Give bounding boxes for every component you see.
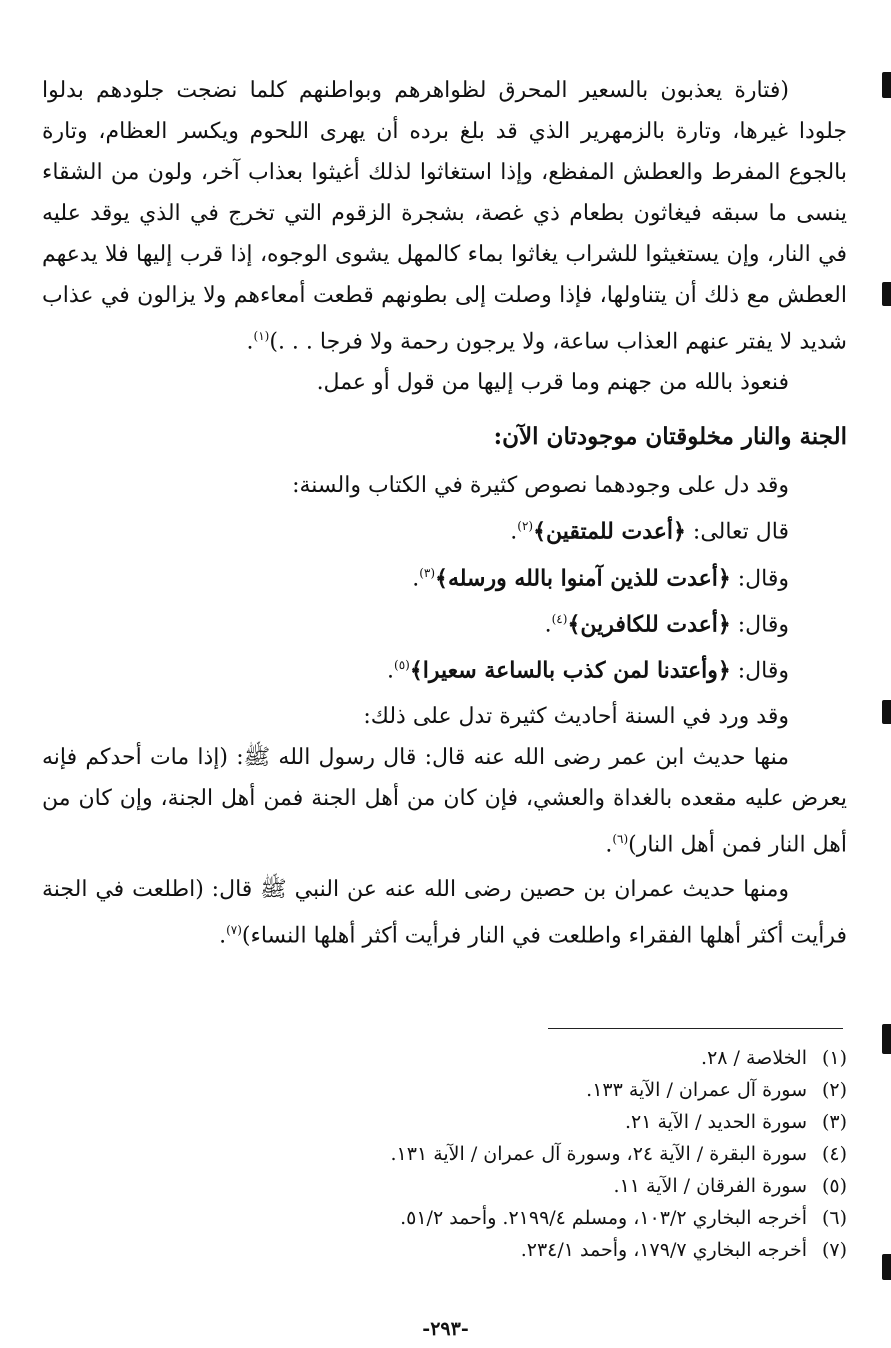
paragraph-evidence-intro: وقد دل على وجودهما نصوص كثيرة في الكتاب والسنة: [292,473,789,499]
verse-line [42,599,847,645]
footnote-text: سورة البقرة / الآية ٢٤، وسورة آل عمران / الآية ١٣١. [390,1143,807,1165]
verse-lead: وقال: [737,612,789,638]
verse-line [42,645,847,691]
footnote-ref[interactable]: (٧) [226,922,242,937]
punctuation: . [412,565,420,591]
footnote-ref[interactable]: (٦) [612,831,629,846]
quran-verse: ﴿أعدت للمتقين﴾ [533,518,686,545]
paragraph-hadith-imran [42,869,847,956]
verse-lead: وقال: [737,565,789,591]
edge-mark [882,282,891,306]
footnote-text: أخرجه البخاري ١٠٣/٢، ومسلم ٢١٩٩/٤. وأحمد ٥١/٢. [400,1207,807,1229]
footnote-item [42,1170,847,1202]
footnote-number: (٧) [821,1239,847,1261]
footnote-number: (١) [821,1047,847,1069]
footnote-number: (٦) [821,1207,847,1229]
paragraph-hadith-ibn-umar [42,737,847,865]
footnote-text: سورة الحديد / الآية ٢١. [624,1111,807,1133]
quran-verse: ﴿أعدت للكافرين﴾ [567,611,731,638]
footnote-separator [548,1028,843,1029]
footnote-item [42,1074,847,1106]
quran-verse: ﴿وأعتدنا لمن كذب بالساعة سعيرا﴾ [409,657,731,684]
verse-lead: قال تعالى: [692,519,789,545]
footnote-ref[interactable]: (٥) [394,658,410,673]
edge-mark [882,1254,891,1280]
punctuation: . [605,831,613,857]
hadith-text: منها حديث ابن عمر رضى الله عنه قال: قال رسول الله ﷺ: (إذا مات أحدكم فإنه يعرض عليه مقعده بالغداة والعشي، فإن كان من أهل الجنة فمن أهل الجنة، وإن كان من أهل النار فمن أهل النار) [42,744,847,857]
footnotes-list [42,1042,847,1266]
verse-line [42,553,847,599]
footnote-text: أخرجه البخاري ١٧٩/٧، وأحمد ٢٣٤/١. [520,1239,807,1261]
footnote-item [42,1234,847,1266]
footnote-ref[interactable]: (٣) [419,565,436,580]
punctuation: . [544,612,552,638]
verse-line [42,506,847,552]
footnote-number: (٣) [821,1111,847,1133]
page-body [42,70,847,956]
paragraph-sunnah-intro: وقد ورد في السنة أحاديث كثيرة تدل على ذلك: [363,703,789,729]
punctuation: . [219,923,227,949]
hadith-text: ومنها حديث عمران بن حصين رضى الله عنه عن النبي ﷺ قال: (اطلعت في الجنة فرأيت أكثر أهلها الفقراء واطلعت في النار فرأيت أكثر أهلها النساء) [42,876,847,949]
footnote-item [42,1138,847,1170]
verse-lead: وقال: [737,658,789,684]
footnote-number: (٤) [821,1143,847,1165]
punctuation: . [387,658,394,684]
footnote-number: (٥) [821,1175,847,1197]
paragraph-refuge: فنعوذ بالله من جهنم وما قرب إليها من قول أو عمل. [316,370,789,396]
footnote-number: (٢) [821,1079,847,1101]
paragraph-text: (فتارة يعذبون بالسعير المحرق لظواهرهم وبواطنهم كلما نضجت جلودهم بدلوا جلودا غيرها، وتارة بالزمهرير الذي قد بلغ برده أن يهرى اللحوم ويكسر العظام، وتارة بالجوع المفرط والعطش المفظع، وإذا استغاثوا لذلك أغيثوا بعذاب آخر، ولون من الشقاء ينسى ما سبقه فيغاثون بطعام ذي غصة، بشجرة الزقوم التي تخرج في الذي يوقد عليه في النار، وإن يستغيثوا للشراب يغاثوا بماء كالمهل يشوى الوجوه، إذا قرب إليها فلا يدعهم العطش مع ذلك أن يتناولها، فإذا وصلت إلى بطونهم قطعت أمعاءهم ولا يزالون في عذاب شديد لا يفتر عنهم العذاب ساعة، ولا يرجون رحمة ولا فرجا . . .) [42,78,848,355]
page-number: -٢٩٣- [422,1318,469,1340]
paragraph-fire-description [42,70,847,362]
footnote-item [42,1042,847,1074]
section-heading: الجنة والنار مخلوقتان موجودتان الآن: [493,423,847,451]
footnote-text: سورة آل عمران / الآية ١٣٣. [586,1079,807,1101]
punctuation: . [246,329,254,355]
footnote-ref[interactable]: (٤) [551,611,568,626]
footnote-item [42,1202,847,1234]
quran-verse: ﴿أعدت للذين آمنوا بالله ورسله﴾ [435,564,731,591]
footnote-ref[interactable]: (١) [253,329,270,343]
edge-mark [882,700,891,724]
footnote-text: الخلاصة / ٢٨. [701,1047,807,1069]
footnote-ref[interactable]: (٢) [517,519,534,534]
footnote-item [42,1106,847,1138]
edge-mark [882,1024,891,1054]
footnote-text: سورة الفرقان / الآية ١١. [613,1175,807,1197]
edge-mark [882,72,891,98]
punctuation: . [510,519,518,545]
